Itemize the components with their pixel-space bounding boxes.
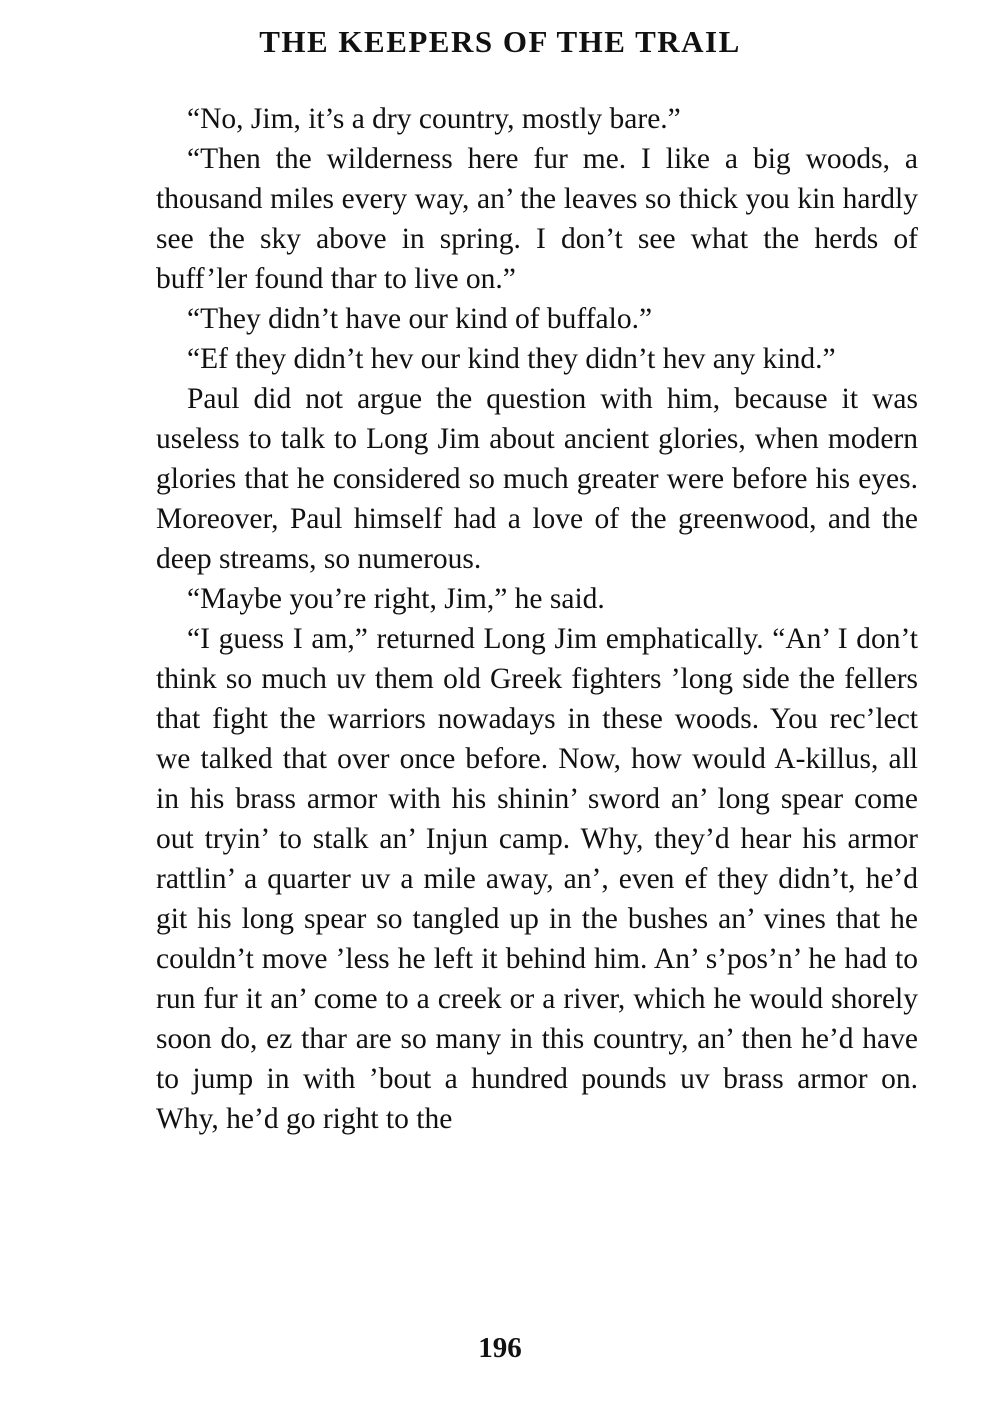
running-head: THE KEEPERS OF THE TRAIL bbox=[259, 24, 741, 59]
paragraph-7: “I guess I am,” returned Long Jim emphatically. “An’ I don’t think so much uv them old Greek fighters ’long side the fellers that fight the warriors nowadays in these woods. You rec’lect we talked that over once before. Now, how would A-killus, all in his brass armor with his shinin’ sword an’ long spear come out tryin’ to stalk an’ Injun camp. Why, they’d hear his armor rattlin’ a quarter uv a mile away, an’, even ef they didn’t, he’d git his long spear so tangled up in the bushes an’ vines that he couldn’t move ’less he left it behind him. An’ s’pos’n’ he had to run fur it an’ come to a creek or a river, which he would shorely soon do, ez thar are so many in this country, an’ then he’d have to jump in with ’bout a hundred pounds uv brass armor on. Why, he’d go right to the bbox=[156, 623, 918, 1135]
page-number: 196 bbox=[478, 1332, 522, 1364]
paragraph-1: “No, Jim, it’s a dry country, mostly bare.” bbox=[187, 103, 681, 135]
paragraph-6: “Maybe you’re right, Jim,” he said. bbox=[187, 583, 605, 615]
body-text bbox=[156, 99, 918, 1139]
paragraph-3: “They didn’t have our kind of buffalo.” bbox=[187, 303, 653, 335]
paragraph-4: “Ef they didn’t hev our kind they didn’t hev any kind.” bbox=[187, 343, 836, 375]
paragraph-5: Paul did not argue the question with him, because it was useless to talk to Long Jim about ancient glories, when modern glories that he considered so much greater were before his eyes. Moreover, Paul himself had a love of the greenwood, and the deep streams, so numerous. bbox=[156, 383, 918, 575]
paragraph-2: “Then the wilderness here fur me. I like a big woods, a thousand miles every way, an’ the leaves so thick you kin hardly see the sky above in spring. I don’t see what the herds of buff’ler found thar to live on.” bbox=[156, 143, 918, 295]
